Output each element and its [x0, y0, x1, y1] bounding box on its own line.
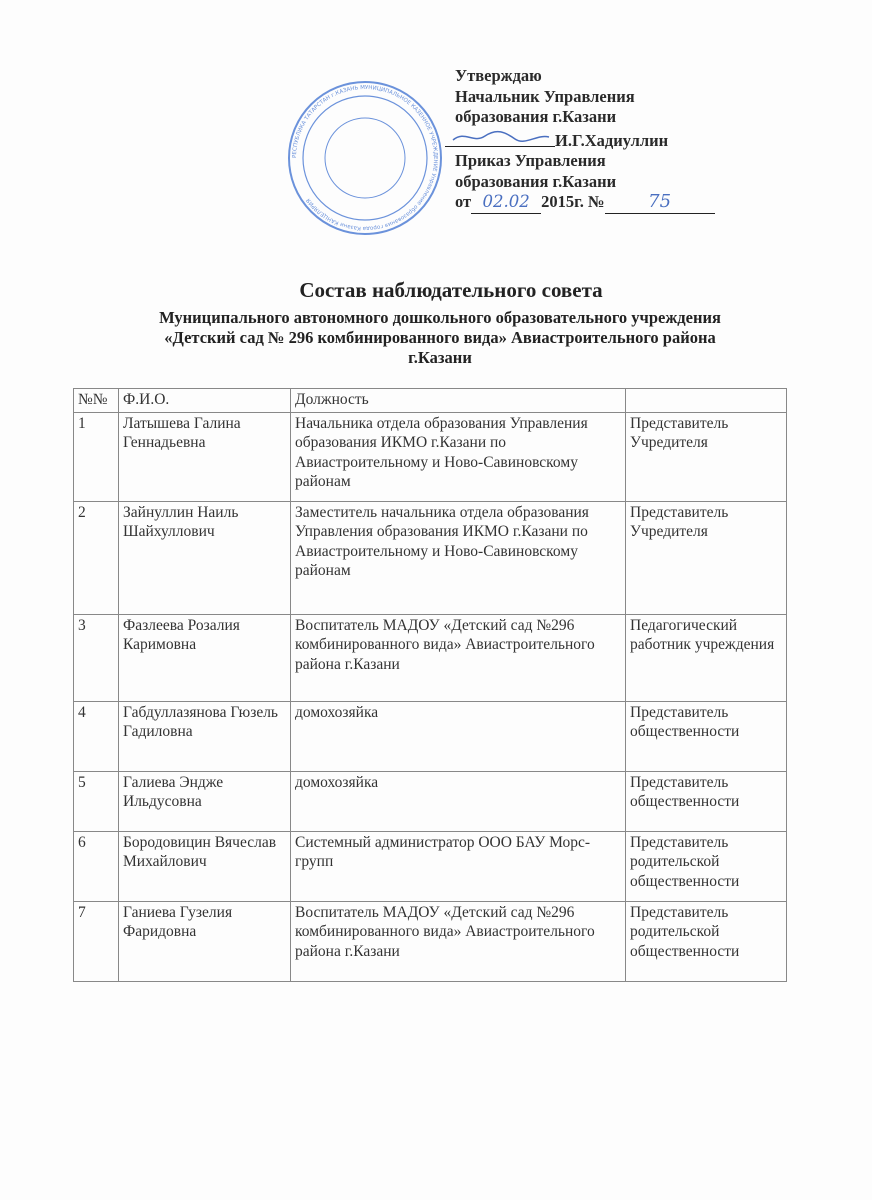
row-number: 7 [74, 901, 119, 981]
member-role: Педагогический работник учреждения [626, 614, 787, 701]
member-position: домохозяйка [291, 701, 626, 771]
signature-line [445, 128, 555, 147]
header-position: Должность [291, 389, 626, 413]
handwritten-signature [445, 128, 555, 146]
member-role: Представитель родительской общественности [626, 901, 787, 981]
approval-line: образования г.Казани [455, 171, 617, 191]
table-row [74, 701, 787, 771]
table-header-row [74, 389, 787, 413]
signer-name: И.Г.Хадиуллин [555, 130, 669, 150]
subtitle-line: «Детский сад № 296 комбинированного вида» Авиастроительного района [164, 328, 716, 347]
member-name: Галиева Эндже Ильдусовна [119, 771, 291, 831]
stamp-lettering: РЕСПУБЛИКА ТАТАРСТАН г.КАЗАНЬ МУНИЦИПАЛЬНОЕ КАЗЕННОЕ УЧРЕЖДЕНИЕ Управление образования города Казани КАНЦЕЛЯРИЯ [291, 84, 439, 232]
handwritten-date: 02.02 [482, 192, 530, 211]
member-name: Габдуллазянова Гюзель Гадиловна [119, 701, 291, 771]
subtitle-line: Муниципального автономного дошкольного образовательного учреждения [159, 308, 721, 327]
row-number: 4 [74, 701, 119, 771]
member-position: Воспитатель МАДОУ «Детский сад №296 комбинированного вида» Авиастроительного района г.Казани [291, 614, 626, 701]
council-members-table [73, 388, 787, 982]
page-title: Состав наблюдательного совета [299, 278, 603, 302]
member-name: Латышева Галина Геннадьевна [119, 412, 291, 501]
member-position: Воспитатель МАДОУ «Детский сад №296 комбинированного вида» Авиастроительного района г.Казани [291, 901, 626, 981]
date-prefix: от [455, 192, 472, 211]
table-row [74, 412, 787, 501]
approval-block [455, 66, 715, 214]
table-row [74, 831, 787, 901]
row-number: 5 [74, 771, 119, 831]
member-position: Начальника отдела образования Управления образования ИКМО г.Казани по Авиастроительному и Ново-Савиновскому районам [291, 412, 626, 501]
member-position: домохозяйка [291, 771, 626, 831]
row-number: 6 [74, 831, 119, 901]
handwritten-number: 75 [648, 191, 672, 212]
member-role: Представитель общественности [626, 701, 787, 771]
table-row [74, 614, 787, 701]
year-label: 2015г. № [541, 192, 605, 211]
official-stamp [285, 78, 445, 238]
member-role: Представитель Учредителя [626, 412, 787, 501]
member-role: Представитель родительской общественности [626, 831, 787, 901]
approval-line: Утверждаю [455, 66, 542, 85]
member-name: Зайнуллин Наиль Шайхуллович [119, 501, 291, 614]
member-role: Представитель общественности [626, 771, 787, 831]
header-number: №№ [74, 389, 119, 413]
table-row [74, 901, 787, 981]
approval-line: Приказ Управления [455, 151, 606, 170]
header-role [626, 389, 787, 413]
row-number: 2 [74, 501, 119, 614]
member-role: Представитель Учредителя [626, 501, 787, 614]
table-row [74, 771, 787, 831]
member-name: Ганиева Гузелия Фаридовна [119, 901, 291, 981]
svg-text:РЕСПУБЛИКА ТАТАРСТАН г.КАЗАНЬ [292, 85, 438, 231]
row-number: 1 [74, 412, 119, 501]
page-subtitle [60, 308, 820, 368]
approval-line: образования г.Казани [455, 107, 617, 126]
member-name: Фазлеева Розалия Каримовна [119, 614, 291, 701]
subtitle-line: г.Казани [408, 348, 472, 367]
approval-line: Начальник Управления [455, 86, 635, 106]
member-name: Бородовицин Вячеслав Михайлович [119, 831, 291, 901]
header-name: Ф.И.О. [119, 389, 291, 413]
member-position: Заместитель начальника отдела образования Управления образования ИКМО г.Казани по Авиастроительному и Ново-Савиновскому районам [291, 501, 626, 614]
member-position: Системный администратор ООО БАУ Морс-групп [291, 831, 626, 901]
row-number: 3 [74, 614, 119, 701]
table-row [74, 501, 787, 614]
